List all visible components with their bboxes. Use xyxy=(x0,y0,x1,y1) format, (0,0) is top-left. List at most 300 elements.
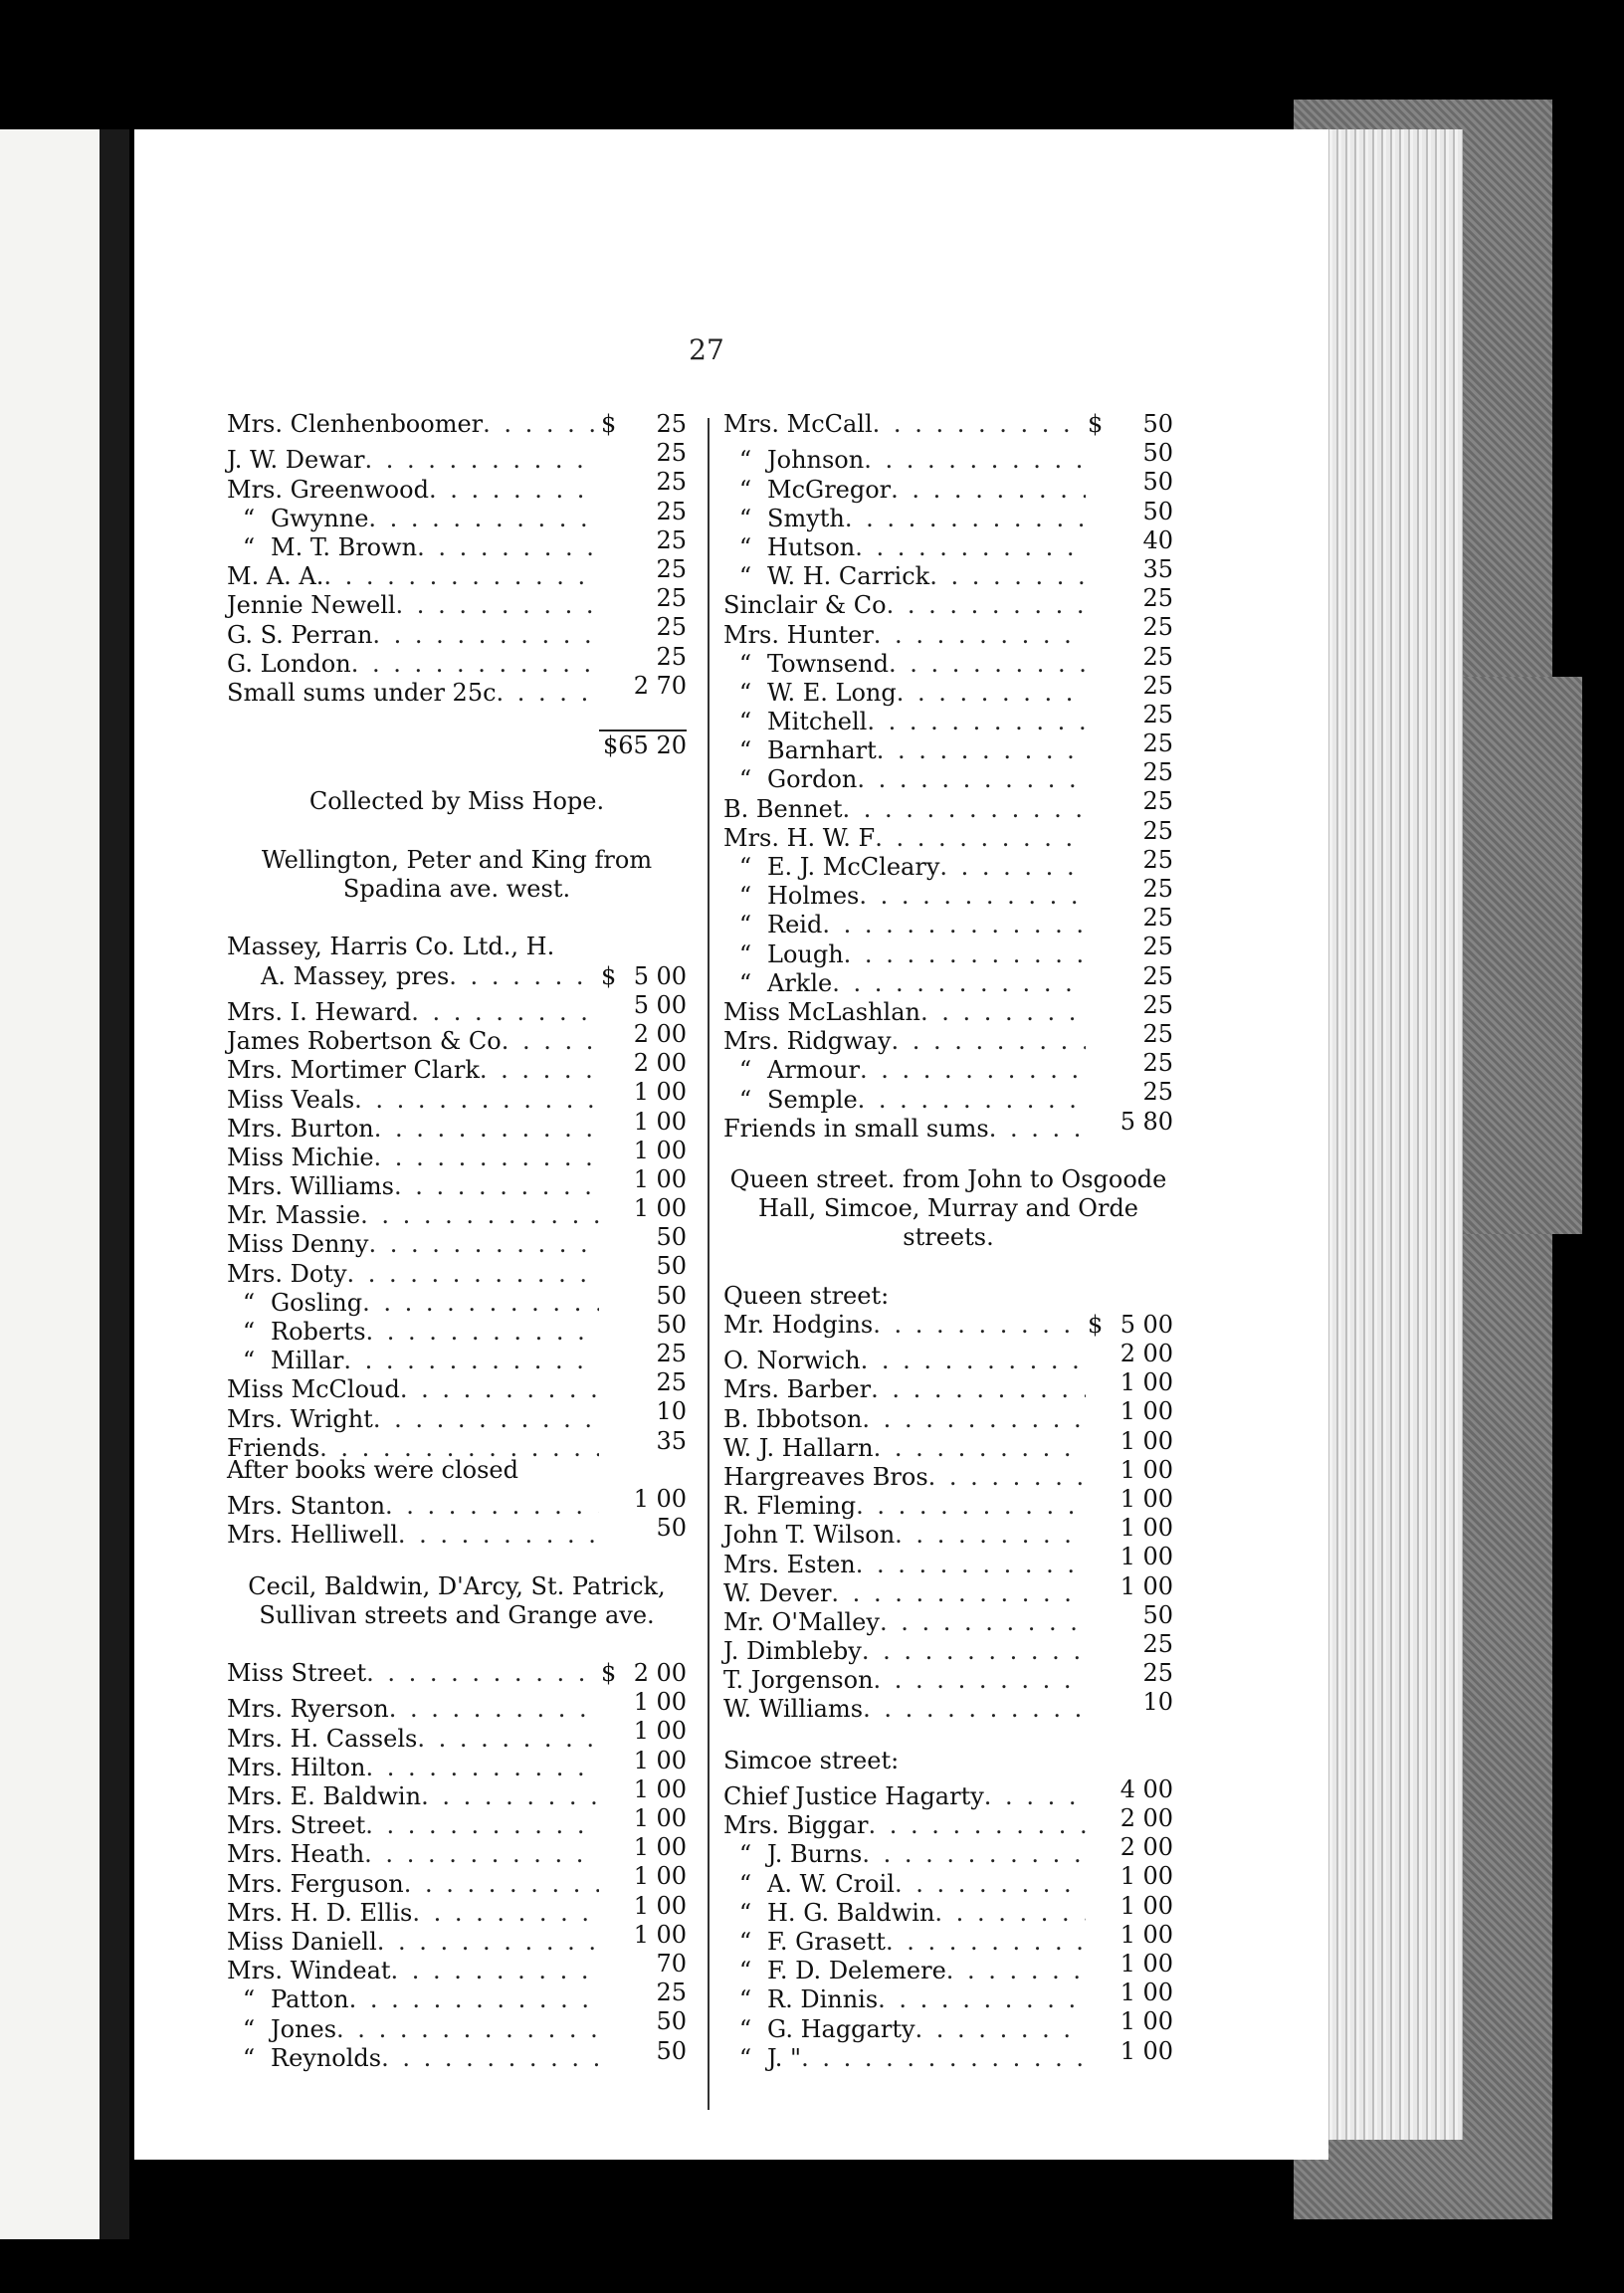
dot-leader xyxy=(429,476,599,505)
dollar-sign: $ xyxy=(601,410,617,438)
entry-name: Mrs. H. Cassels xyxy=(227,1724,418,1753)
amount xyxy=(1086,933,1173,961)
amount-dollars: 1 xyxy=(1119,1455,1135,1484)
dollar-sign xyxy=(1088,1514,1106,1543)
amount xyxy=(1086,1630,1173,1659)
amount xyxy=(599,584,687,613)
dollar-sign xyxy=(1088,1950,1106,1979)
dollar-sign xyxy=(1088,672,1106,701)
amount-cents: 25 xyxy=(656,1368,687,1397)
amount-dollars xyxy=(619,555,649,584)
amount-cents: 70 xyxy=(656,1949,687,1978)
amount xyxy=(599,991,687,1020)
entry-name: “ Gosling xyxy=(227,1289,362,1318)
amount-dollars xyxy=(1106,584,1135,613)
amount-dollars xyxy=(1106,962,1135,991)
entry-name: “ F. D. Delemere xyxy=(723,1957,946,1985)
dollar-sign xyxy=(601,1833,619,1862)
dot-leader xyxy=(844,940,1086,969)
amount xyxy=(599,1368,687,1397)
entry-name: J. W. Dewar xyxy=(227,446,365,475)
amount xyxy=(599,1020,687,1049)
amount xyxy=(599,1892,687,1921)
amount-cents: 25 xyxy=(656,554,687,583)
dollar-sign xyxy=(1088,1659,1106,1688)
dot-leader xyxy=(855,533,1086,562)
amount xyxy=(599,962,687,991)
dot-leader xyxy=(412,1899,599,1928)
dollar-sign xyxy=(1088,1601,1106,1630)
amount-dollars xyxy=(619,468,649,497)
dot-leader xyxy=(939,853,1086,882)
amount-dollars xyxy=(1106,730,1135,758)
dot-leader xyxy=(892,1027,1086,1056)
amount-dollars xyxy=(619,2037,649,2066)
dot-leader xyxy=(372,621,599,650)
amount xyxy=(599,1921,687,1950)
amount-cents: 00 xyxy=(656,1920,687,1949)
dollar-sign xyxy=(1088,1485,1106,1514)
amount-dollars xyxy=(1106,787,1135,816)
dollar-sign xyxy=(601,1979,619,2007)
list-item xyxy=(227,439,687,475)
amount xyxy=(1086,584,1173,613)
amount-cents: 00 xyxy=(656,961,687,990)
amount-dollars xyxy=(1106,498,1135,526)
list-subheading xyxy=(227,933,687,961)
book-cover-tab xyxy=(1463,677,1582,1234)
amount-dollars xyxy=(1106,1078,1135,1107)
amount-cents: 00 xyxy=(1142,1484,1173,1513)
amount-dollars: 1 xyxy=(1119,1368,1135,1397)
dot-leader xyxy=(895,1521,1086,1550)
dollar-sign xyxy=(1088,468,1106,497)
amount-dollars xyxy=(1106,439,1135,468)
dollar-sign xyxy=(601,991,619,1020)
dollar-sign xyxy=(601,2007,619,2036)
amount xyxy=(599,1194,687,1223)
dollar-sign xyxy=(1088,1921,1106,1950)
dollar-sign xyxy=(1088,904,1106,933)
dollar-sign xyxy=(1088,555,1106,584)
dot-leader xyxy=(343,1347,599,1375)
amount-dollars xyxy=(1106,1630,1135,1659)
amount-cents: 25 xyxy=(656,1340,687,1368)
amount xyxy=(599,1514,687,1543)
amount xyxy=(599,468,687,497)
dollar-sign xyxy=(1088,584,1106,613)
dot-leader xyxy=(398,1521,599,1550)
dollar-sign xyxy=(1088,875,1106,904)
amount-cents: 25 xyxy=(1142,961,1173,990)
section-heading: Collected by Miss Hope. xyxy=(308,787,605,816)
dollar-sign xyxy=(601,1775,619,1804)
amount-cents: 50 xyxy=(1142,468,1173,497)
amount xyxy=(1086,672,1173,701)
amount-cents: 25 xyxy=(1142,1629,1173,1658)
amount xyxy=(599,1427,687,1456)
dot-leader xyxy=(366,1659,599,1688)
amount xyxy=(1086,1659,1173,1688)
amount-dollars: 1 xyxy=(633,1891,649,1920)
amount-cents: 00 xyxy=(1142,2036,1173,2065)
amount-cents: 00 xyxy=(1142,2007,1173,2036)
dot-leader xyxy=(887,591,1086,620)
entry-name: A. Massey, pres xyxy=(261,961,450,990)
ditto-mark: “ xyxy=(738,532,752,561)
amount-dollars: 1 xyxy=(633,1107,649,1136)
dot-leader xyxy=(497,679,599,708)
dollar-sign xyxy=(601,1311,619,1340)
amount xyxy=(1086,846,1173,875)
dollar-sign xyxy=(1088,1572,1106,1601)
total-amount: $65 20 xyxy=(599,730,687,760)
amount-cents: 25 xyxy=(1142,990,1173,1019)
amount xyxy=(599,1833,687,1862)
ditto-mark: “ xyxy=(242,1985,256,2014)
entry-name: “ Semple xyxy=(723,1086,858,1115)
amount-dollars xyxy=(619,498,649,526)
amount-cents: 25 xyxy=(1142,642,1173,671)
right-column xyxy=(723,410,1173,2072)
amount-cents: 50 xyxy=(656,1223,687,1252)
entry-name: W. Dever xyxy=(723,1578,832,1607)
entry-name: Mrs. Hilton xyxy=(227,1753,366,1781)
dot-leader xyxy=(323,562,599,591)
ditto-mark: “ xyxy=(738,736,752,765)
amount-cents: 00 xyxy=(656,1688,687,1717)
amount-cents: 10 xyxy=(656,1397,687,1426)
dollar-sign xyxy=(601,1252,619,1281)
amount-dollars xyxy=(1106,1049,1135,1078)
amount-cents: 25 xyxy=(656,525,687,554)
ditto-mark: “ xyxy=(738,2014,752,2043)
amount xyxy=(599,1311,687,1340)
dollar-sign xyxy=(1088,1427,1106,1456)
list-item xyxy=(723,1774,1173,1811)
entry-name: Mrs. Hunter xyxy=(723,620,874,649)
entry-name: “ Johnson xyxy=(723,446,864,475)
dot-leader xyxy=(381,2044,599,2073)
amount-cents: 25 xyxy=(1142,1019,1173,1048)
entry-name: “ W. H. Carrick xyxy=(723,562,929,591)
amount-cents: 00 xyxy=(1142,1310,1173,1339)
amount-cents: 50 xyxy=(656,1281,687,1310)
dot-leader xyxy=(404,1870,599,1899)
entry-name: Mrs. Stanton xyxy=(227,1492,386,1521)
dollar-sign xyxy=(601,1165,619,1194)
amount xyxy=(599,1688,687,1717)
amount-cents: 00 xyxy=(656,1717,687,1746)
amount-dollars: 1 xyxy=(1119,2007,1135,2036)
dot-leader xyxy=(360,1201,599,1230)
ditto-mark: “ xyxy=(738,968,752,997)
amount-dollars xyxy=(1106,817,1135,846)
amount-cents: 00 xyxy=(656,1049,687,1078)
dot-leader xyxy=(801,2044,1086,2073)
amount-cents: 25 xyxy=(1142,758,1173,787)
amount-dollars xyxy=(1106,846,1135,875)
amount-cents: 50 xyxy=(656,2007,687,2036)
dollar-sign xyxy=(601,1397,619,1426)
entry-name: Miss Daniell xyxy=(227,1927,377,1956)
dollar-sign xyxy=(601,1282,619,1311)
dollar-sign xyxy=(601,2037,619,2066)
entry-name: “ H. G. Baldwin xyxy=(723,1899,934,1928)
amount xyxy=(599,1979,687,2007)
dollar-sign xyxy=(601,1020,619,1049)
list-item xyxy=(723,410,1173,439)
ditto-mark: “ xyxy=(738,911,752,939)
amount-dollars xyxy=(619,1340,649,1368)
ditto-mark: “ xyxy=(738,1869,752,1898)
dollar-sign xyxy=(601,1223,619,1252)
dollar-sign xyxy=(601,1950,619,1979)
amount xyxy=(1086,730,1173,758)
left-column xyxy=(227,410,687,2072)
ditto-mark: “ xyxy=(738,1957,752,1985)
entry-name: “ Armour xyxy=(723,1056,860,1085)
dot-leader xyxy=(873,410,1086,439)
amount-cents: 00 xyxy=(1142,1455,1173,1484)
dot-leader xyxy=(480,1056,599,1085)
amount xyxy=(1086,555,1173,584)
entry-name: “ J. Burns xyxy=(723,1840,862,1869)
dot-leader xyxy=(417,533,599,562)
dot-leader xyxy=(374,1115,599,1144)
amount-dollars xyxy=(1106,526,1135,555)
amount xyxy=(599,1078,687,1107)
amount-cents: 00 xyxy=(1142,1571,1173,1600)
list-subheading xyxy=(723,1282,1173,1311)
ditto-mark: “ xyxy=(738,882,752,911)
amount-cents: 00 xyxy=(656,1862,687,1891)
dollar-sign xyxy=(601,439,619,468)
amount-cents: 00 xyxy=(1142,1426,1173,1455)
dot-leader xyxy=(862,1637,1086,1666)
list-subheading xyxy=(227,1456,687,1485)
entry-name: Mrs. Windeat xyxy=(227,1957,391,1985)
amount xyxy=(1086,439,1173,468)
amount-dollars: 1 xyxy=(1119,1979,1135,2007)
ditto-mark: “ xyxy=(242,2014,256,2043)
amount xyxy=(599,1340,687,1368)
amount-dollars: 1 xyxy=(1119,1514,1135,1543)
entry-name: T. Jorgenson xyxy=(723,1666,874,1695)
amount xyxy=(1086,1427,1173,1456)
entry-name: W. J. Hallarn xyxy=(723,1433,874,1462)
dot-leader xyxy=(411,998,599,1027)
amount-dollars: 1 xyxy=(633,1136,649,1164)
amount xyxy=(1086,991,1173,1020)
entry-name: Mrs. E. Baldwin xyxy=(227,1782,422,1811)
entry-name: J. Dimbleby xyxy=(723,1637,862,1666)
amount xyxy=(1086,1368,1173,1397)
dot-leader xyxy=(874,621,1086,650)
ditto-mark: “ xyxy=(738,446,752,475)
amount xyxy=(1086,643,1173,672)
dot-leader xyxy=(349,1985,599,2014)
amount-dollars: 1 xyxy=(633,1717,649,1746)
amount-dollars: 1 xyxy=(633,1774,649,1803)
amount xyxy=(599,1165,687,1194)
dot-leader xyxy=(878,1985,1086,2014)
amount-dollars: 1 xyxy=(633,1688,649,1717)
dot-leader xyxy=(880,1608,1086,1637)
amount-dollars: 5 xyxy=(633,990,649,1019)
amount xyxy=(1086,1456,1173,1485)
amount-dollars: 1 xyxy=(633,1746,649,1774)
amount-dollars: 1 xyxy=(633,1078,649,1107)
amount xyxy=(1086,904,1173,933)
amount-dollars: 1 xyxy=(633,1833,649,1862)
dollar-sign xyxy=(1088,1892,1106,1921)
amount-cents: 25 xyxy=(656,1979,687,2007)
entry-name: “ W. E. Long xyxy=(723,679,897,708)
dollar-sign xyxy=(601,1108,619,1137)
amount xyxy=(1086,468,1173,497)
amount-dollars xyxy=(619,1368,649,1397)
entry-name: “ Smyth xyxy=(723,505,845,533)
amount-cents: 50 xyxy=(1142,410,1173,438)
dollar-sign xyxy=(601,1427,619,1456)
entry-name: Mr. Hodgins xyxy=(723,1310,874,1339)
entry-name: Hargreaves Bros xyxy=(723,1462,928,1491)
dot-leader xyxy=(928,1463,1086,1492)
amount-dollars: 1 xyxy=(633,1920,649,1949)
ditto-mark: “ xyxy=(738,2043,752,2072)
amount-cents: 00 xyxy=(1142,1397,1173,1426)
dot-leader xyxy=(863,1695,1086,1724)
spacer xyxy=(723,1252,1173,1281)
amount-dollars xyxy=(1106,672,1135,701)
amount xyxy=(599,2037,687,2066)
entry-name: John T. Wilson xyxy=(723,1521,896,1550)
amount xyxy=(599,555,687,584)
amount-dollars xyxy=(1106,613,1135,642)
amount xyxy=(1086,1572,1173,1601)
amount-cents: 00 xyxy=(1142,1833,1173,1862)
amount xyxy=(1086,1804,1173,1833)
amount xyxy=(599,1717,687,1746)
dollar-sign xyxy=(1088,439,1106,468)
amount-dollars xyxy=(619,2007,649,2036)
dot-leader xyxy=(368,505,599,533)
dot-leader xyxy=(989,1115,1086,1144)
amount-cents: 25 xyxy=(1142,875,1173,903)
amount-dollars: 1 xyxy=(1119,1484,1135,1513)
dot-leader xyxy=(875,824,1086,853)
amount-dollars: 2 xyxy=(633,1049,649,1078)
ditto-mark: “ xyxy=(242,2043,256,2072)
amount-cents: 00 xyxy=(656,1019,687,1048)
amount xyxy=(1086,817,1173,846)
dot-leader xyxy=(877,736,1086,765)
dollar-sign xyxy=(1088,1368,1106,1397)
entry-name: “ Jones xyxy=(227,2015,336,2044)
dot-leader xyxy=(862,1840,1086,1869)
ditto-mark: “ xyxy=(738,1056,752,1085)
amount-dollars xyxy=(1106,410,1135,439)
dollar-sign xyxy=(601,526,619,555)
dollar-sign xyxy=(1088,787,1106,816)
amount-cents: 00 xyxy=(656,1833,687,1862)
dot-leader xyxy=(920,998,1086,1027)
dollar-sign xyxy=(601,1194,619,1223)
amount-cents: 00 xyxy=(1142,1949,1173,1978)
entry-name: “ A. W. Croil xyxy=(723,1870,895,1899)
dot-leader xyxy=(336,2015,599,2044)
amount xyxy=(1086,1921,1173,1950)
amount-dollars xyxy=(1106,1659,1135,1688)
amount-cents: 80 xyxy=(1142,1107,1173,1136)
ditto-mark: “ xyxy=(242,532,256,561)
dot-leader xyxy=(915,2015,1086,2044)
dot-leader xyxy=(886,1928,1086,1957)
dollar-sign xyxy=(601,468,619,497)
amount-cents: 25 xyxy=(656,642,687,671)
dot-leader xyxy=(874,1434,1086,1463)
dollar-sign: $ xyxy=(1088,410,1104,438)
amount-cents: 00 xyxy=(1142,1340,1173,1368)
amount-dollars xyxy=(619,643,649,672)
ditto-mark: “ xyxy=(738,1840,752,1869)
entry-name: Miss Street xyxy=(227,1659,367,1688)
entry-name: Simcoe street: xyxy=(723,1746,900,1774)
dollar-sign xyxy=(1088,1688,1106,1717)
dollar-sign xyxy=(1088,1078,1106,1107)
entry-name: “ Patton xyxy=(227,1985,349,2014)
dot-leader xyxy=(421,1782,599,1811)
amount-dollars: 1 xyxy=(1119,1571,1135,1600)
dollar-sign xyxy=(1088,991,1106,1020)
dot-leader xyxy=(483,410,599,439)
spacer xyxy=(227,817,687,846)
amount-dollars: 2 xyxy=(633,1659,649,1688)
entry-name: “ Mitchell xyxy=(723,708,867,736)
amount-dollars xyxy=(1106,468,1135,497)
amount xyxy=(1086,1950,1173,1979)
dot-leader xyxy=(862,1405,1086,1434)
amount xyxy=(1086,1397,1173,1426)
entry-name: “ Roberts xyxy=(227,1318,366,1347)
dollar-sign xyxy=(601,1078,619,1107)
dollar-sign xyxy=(1088,1456,1106,1485)
amount-cents: 00 xyxy=(656,1774,687,1803)
dot-leader xyxy=(377,1928,599,1957)
list-item xyxy=(227,1659,687,1688)
dollar-sign: $ xyxy=(601,961,617,990)
dollar-sign xyxy=(1088,817,1106,846)
dollar-sign xyxy=(1088,1833,1106,1862)
ditto-mark: “ xyxy=(738,939,752,968)
amount xyxy=(599,1485,687,1514)
entry-name: Mrs. Ridgway xyxy=(723,1027,892,1056)
amount-dollars xyxy=(1106,1601,1135,1630)
amount-cents: 25 xyxy=(656,439,687,468)
amount-dollars: 1 xyxy=(1119,2036,1135,2065)
ditto-mark: “ xyxy=(242,1318,256,1347)
dollar-sign xyxy=(1088,1804,1106,1833)
amount-cents: 00 xyxy=(656,1804,687,1833)
page-number: 27 xyxy=(689,333,724,366)
amount-dollars: 1 xyxy=(1119,1426,1135,1455)
amount-dollars xyxy=(1106,991,1135,1020)
spacer xyxy=(227,904,687,933)
entry-name: Mrs. Mortimer Clark xyxy=(227,1056,480,1085)
dollar-sign xyxy=(1088,1543,1106,1571)
amount-cents: 35 xyxy=(656,1426,687,1455)
